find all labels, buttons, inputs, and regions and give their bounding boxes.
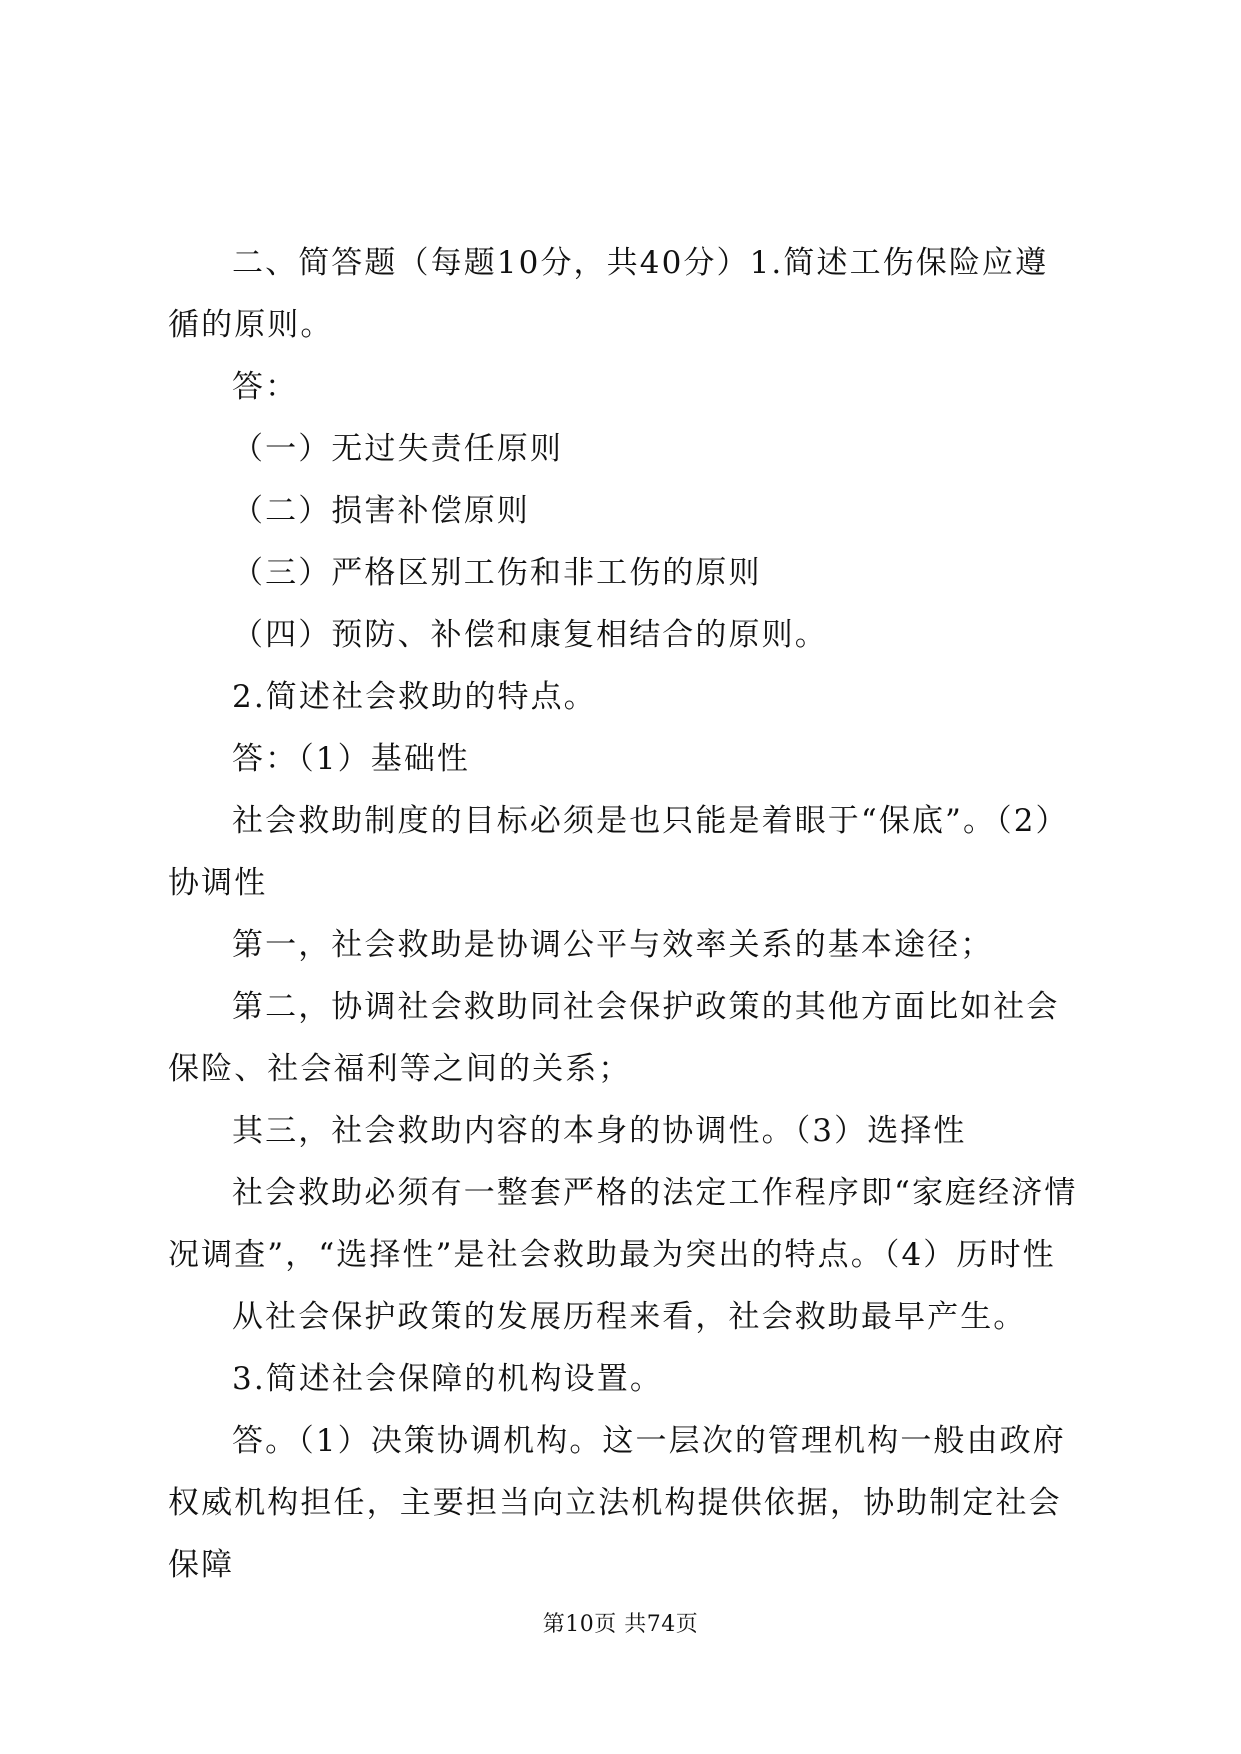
paragraph-question-2: 2.简述社会救助的特点。 <box>232 679 597 715</box>
paragraph-selectivity: 社会救助必须有一整套严格的法定工作程序即“家庭经济情况调查”，“选择性”是社会救助最为突出的特点。（4）历时性 <box>168 1175 1078 1273</box>
paragraph-principle-2: （二）损害补偿原则 <box>232 493 530 529</box>
paragraph-answer-3: 答。（1）决策协调机构。这一层次的管理机构一般由政府权威机构担任，主要担当向立法机构提供依据，协助制定社会保障 <box>168 1423 1066 1583</box>
paragraph-principle-4: （四）预防、补偿和康复相结合的原则。 <box>232 617 828 653</box>
paragraph-section-heading: 二、简答题（每题10分，共40分）1.简述工伤保险应遵循的原则。 <box>168 245 1049 343</box>
paragraph-principle-1: （一）无过失责任原则 <box>232 431 563 467</box>
paragraph-answer-2-point-1: 答：（1）基础性 <box>232 741 471 777</box>
paragraph-coordination-second: 第二，协调社会救助同社会保护政策的其他方面比如社会保险、社会福利等之间的关系； <box>168 989 1060 1087</box>
paragraph-coordination-third: 其三，社会救助内容的本身的协调性。（3）选择性 <box>232 1113 967 1149</box>
paragraph-baseline-goal: 社会救助制度的目标必须是也只能是着眼于“保底”。（2）协调性 <box>168 803 1069 901</box>
document-body <box>168 232 1080 1596</box>
paragraph-answer-label-1: 答： <box>232 369 299 405</box>
paragraph-coordination-first: 第一，社会救助是协调公平与效率关系的基本途径； <box>232 927 994 963</box>
paragraph-question-3: 3.简述社会保障的机构设置。 <box>232 1361 663 1397</box>
paragraph-history: 从社会保护政策的发展历程来看，社会救助最早产生。 <box>232 1299 1027 1335</box>
paragraph-principle-3: （三）严格区别工伤和非工伤的原则 <box>232 555 762 591</box>
page-number-footer: 第10页 共74页 <box>542 1612 699 1637</box>
